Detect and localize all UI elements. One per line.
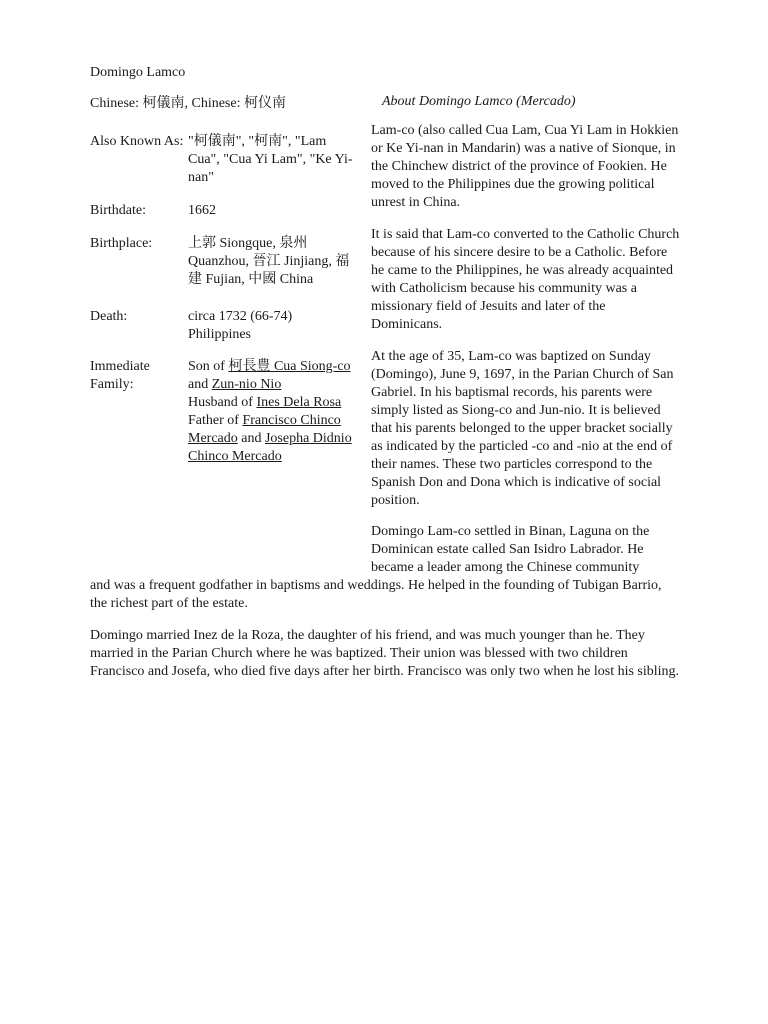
about-paragraph-4-line: Domingo Lam-co settled in Binan, Laguna on the <box>371 524 650 539</box>
family-value <box>188 358 353 466</box>
aka-label: Also Known As: <box>90 134 184 149</box>
birthplace-label: Birthplace: <box>90 236 153 251</box>
spouse-link[interactable]: Ines Dela Rosa <box>256 395 342 410</box>
about-paragraph-2: It is said that Lam-co converted to the Catholic Church because of his sincere desire to be a Catholic. Before he came to the Philippines, he was already acquainted with Catholicism because his community was a missionary field of Jesuits and later of the Dominicans. <box>371 227 680 332</box>
death-value: circa 1732 (66-74) Philippines <box>188 309 293 342</box>
about-paragraph-4-rest: and was a frequent godfather in baptisms and weddings. He helped in the founding of Tubigan Barrio, the richest part of the estate. <box>90 578 662 611</box>
mother-link[interactable]: Zun-nio Nio <box>211 377 282 392</box>
about-paragraph-3: At the age of 35, Lam-co was baptized on Sunday (Domingo), June 9, 1697, in the Parian Church of San Gabriel. In his baptismal records, his parents were simply listed as Siong-co and Jun-nio. It is believed that his parents belonged to the upper bracket socially as indicated by the particled -co and -nio at the end of their names. These two particles correspond to the Spanish Don and Dona which is indicative of social position. <box>371 349 674 508</box>
about-paragraph-4-line: Dominican estate called San Isidro Labrador. He <box>371 542 644 557</box>
father-of-prefix: Father of <box>188 413 243 428</box>
birthdate-value: 1662 <box>188 203 216 218</box>
about-paragraph-5: Domingo married Inez de la Roza, the daughter of his friend, and was much younger than he. They married in the Parian Church where he was baptized. Their union was blessed with two children Francisco and Josefa, who died five days after her birth. Francisco was only two when he lost his sibling. <box>90 628 680 679</box>
child-link-josepha[interactable]: Josepha Didnio Chinco Mercado <box>188 431 352 464</box>
death-label: Death: <box>90 309 128 324</box>
and-text: and <box>188 377 212 392</box>
chinese-names: Chinese: 柯儀南, Chinese: 柯仪南 <box>90 96 286 111</box>
about-paragraph-1: Lam-co (also called Cua Lam, Cua Yi Lam in Hokkien or Ke Yi-nan in Mandarin) was a native of Sionque, in the Chinchew district of the province of Fookien. He moved to the Philippines due the growing political unrest in China. <box>371 123 679 210</box>
husband-prefix: Husband of <box>188 395 257 410</box>
birthplace-value: 上郭 Siongque, 泉州 Quanzhou, 晉江 Jinjiang, 福建 Fujian, 中國 China <box>188 236 350 287</box>
document-title: Domingo Lamco <box>90 65 186 80</box>
about-paragraph-4-head <box>371 523 691 577</box>
father-link[interactable]: 柯長豊 Cua Siong-co <box>228 359 351 374</box>
aka-value: "柯儀南", "柯南", "Lam Cua", "Cua Yi Lam", "Ke Yi-nan" <box>188 134 353 185</box>
birthdate-label: Birthdate: <box>90 203 146 218</box>
family-label: Immediate Family: <box>90 359 150 392</box>
son-of-prefix: Son of <box>188 359 229 374</box>
and-text: and <box>237 431 265 446</box>
child-link-francisco[interactable]: Francisco Chinco Mercado <box>188 413 341 446</box>
about-heading: About Domingo Lamco (Mercado) <box>382 94 576 109</box>
about-paragraph-4-line: became a leader among the Chinese community <box>371 560 640 575</box>
